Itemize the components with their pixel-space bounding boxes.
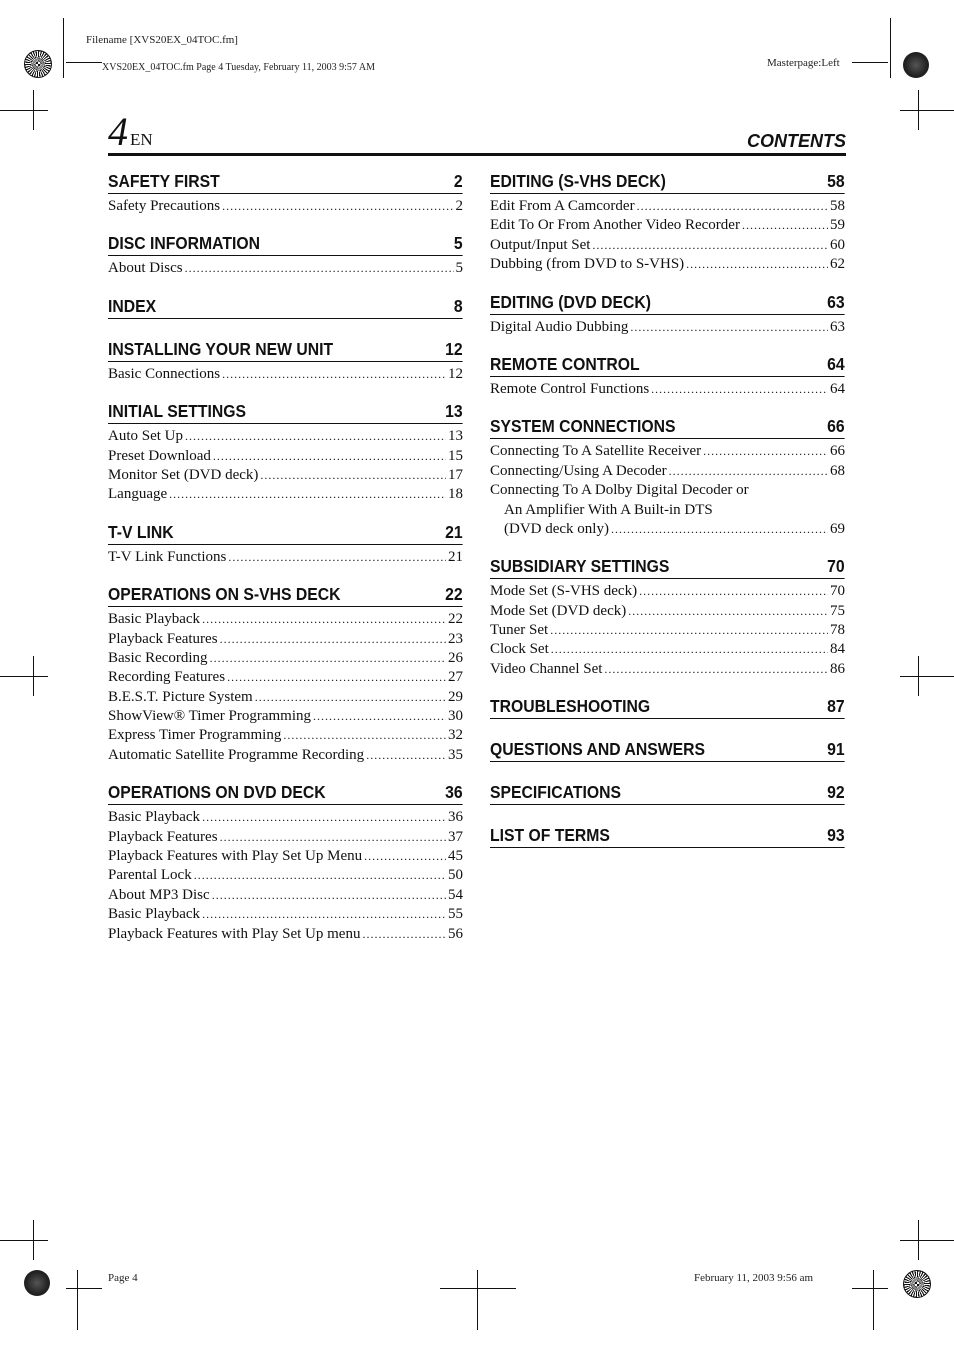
leader-dots [260,466,446,485]
entry-title: Playback Features [108,630,218,647]
section-heading[interactable] [108,228,463,256]
toc-entry[interactable] [108,365,463,384]
footer-date: February 11, 2003 9:56 am [694,1272,814,1284]
section-page: 22 [445,584,463,605]
toc-entry[interactable] [108,610,463,629]
section-entries [108,424,463,505]
registration-starburst-bottom-right [903,1270,931,1298]
toc-section [490,411,845,539]
entry-title: Video Channel Set [490,660,603,677]
entry-page: 37 [448,828,463,845]
section-title: INSTALLING YOUR NEW UNIT [108,338,334,359]
crop-mark [918,90,919,130]
leader-dots [604,660,828,679]
entry-title: Mode Set (DVD deck) [490,602,627,619]
entry-title: Recording Features [108,669,226,686]
toc-section [490,777,845,808]
section-title: EDITING (DVD DECK) [490,291,652,312]
entry-page: 30 [448,708,463,725]
toc-entry[interactable] [490,582,845,601]
section-heading[interactable] [490,349,845,377]
toc-entry[interactable] [108,427,463,446]
crop-mark [890,18,891,78]
entry-title: Basic Recording [108,649,208,666]
contents-title: CONTENTS [747,131,846,151]
entry-page: 22 [448,611,463,628]
leader-dots [366,746,446,765]
file-info-label: XVS20EX_04TOC.fm Page 4 Tuesday, February 11, 2003 9:57 AM [102,62,375,73]
section-entries [108,194,463,216]
toc-entry[interactable] [490,216,845,235]
toc-section [108,228,463,278]
toc-section [108,396,463,505]
entry-title: Edit To Or From Another Video Recorder [490,217,740,234]
section-title: SAFETY FIRST [108,171,220,191]
registration-dot-top-right [903,52,929,78]
registration-starburst-top-left [24,50,52,78]
section-heading[interactable] [490,820,845,848]
leader-dots [213,447,446,466]
toc-entry[interactable] [108,707,463,726]
toc-entry[interactable] [108,828,463,847]
entry-title: Connecting To A Satellite Receiver [490,443,702,460]
toc-entry[interactable] [108,259,463,278]
section-title: LIST OF TERMS [490,825,610,846]
entry-page: 29 [448,688,463,705]
section-entries [108,319,463,322]
leader-dots [228,548,446,567]
leader-dots [550,621,828,640]
section-entries [490,579,845,679]
entry-page: 59 [830,217,845,234]
entry-title: T-V Link Functions [108,548,227,565]
entry-page: 55 [448,906,463,923]
section-title: SUBSIDIARY SETTINGS [490,556,670,577]
leader-dots [202,905,446,924]
entry-title: Basic Connections [108,365,221,382]
toc-entry[interactable] [108,688,463,707]
entry-title: Preset Download [108,447,211,464]
leader-dots [651,380,828,399]
entry-page: 69 [830,520,845,537]
entry-page: 5 [455,260,463,277]
toc-entry[interactable] [108,197,463,216]
entry-page: 36 [448,809,463,826]
entry-title: ShowView® Timer Programming [108,708,312,725]
section-entries [108,805,463,944]
entry-page: 84 [830,641,845,658]
entry-page: 54 [448,886,463,903]
entry-title: Remote Control Functions [490,380,650,397]
crop-mark [900,110,954,111]
section-title: OPERATIONS ON S-VHS DECK [108,584,341,605]
toc-entry[interactable] [490,197,845,216]
section-title: TROUBLESHOOTING [490,696,651,717]
toc-entry[interactable] [490,442,845,461]
entry-title: Express Timer Programming [108,727,282,744]
section-heading[interactable] [490,777,845,805]
leader-dots [222,365,446,384]
leader-dots [592,236,828,255]
leader-dots [364,847,446,866]
crop-mark [66,1288,102,1289]
section-page: 92 [827,782,845,803]
entry-page: 12 [448,365,463,382]
section-entries [490,439,845,539]
leader-dots [313,707,446,726]
entry-title: Dubbing (from DVD to S-VHS) [490,256,685,273]
entry-title: Basic Playback [108,611,201,628]
section-page: 2 [453,171,463,191]
section-entries [490,805,845,808]
entry-title: Connecting To A Dolby Digital Decoder or [490,482,749,499]
entry-page: 86 [830,660,845,677]
section-entries [490,848,845,851]
entry-title: Basic Playback [108,906,201,923]
entry-title: Mode Set (S-VHS deck) [490,583,638,600]
section-title: INDEX [108,295,157,316]
leader-dots [185,259,454,278]
crop-mark [900,676,954,677]
footer-page: Page 4 [108,1272,138,1284]
crop-mark [852,62,888,63]
crop-mark [0,676,48,677]
section-heading[interactable] [490,691,845,719]
section-heading[interactable] [108,579,463,607]
toc-entry[interactable] [490,380,845,399]
section-entries [490,315,845,337]
entry-title: An Amplifier With A Built-in DTS [504,501,713,518]
section-title: SPECIFICATIONS [490,782,621,803]
entry-page: 2 [455,198,463,214]
toc-section [490,349,845,399]
toc-entry[interactable] [108,485,463,504]
toc-section [108,579,463,765]
toc-section [490,287,845,337]
leader-dots [362,925,446,944]
toc-entry[interactable] [490,621,845,640]
section-page: 12 [445,338,463,359]
section-title: QUESTIONS AND ANSWERS [490,739,705,760]
entry-title: Playback Features with Play Set Up Menu [108,848,363,865]
entry-title: (DVD deck only) [504,520,609,537]
entry-title: B.E.S.T. Picture System [108,688,253,705]
toc-entry[interactable] [108,668,463,687]
section-page: 64 [827,353,845,374]
entry-page: 70 [830,583,845,600]
entry-page: 66 [830,443,845,460]
entry-page: 62 [830,256,845,273]
entry-page: 56 [448,925,463,942]
crop-mark [66,62,102,63]
section-title: INITIAL SETTINGS [108,401,246,422]
entry-title: Playback Features [108,828,218,845]
toc-entry[interactable] [490,602,845,621]
section-title: DISC INFORMATION [108,233,260,254]
leader-dots [611,520,828,539]
toc-entry[interactable] [490,660,845,679]
entry-title: Monitor Set (DVD deck) [108,466,259,483]
toc-entry[interactable] [490,501,845,520]
toc-section [490,691,845,722]
toc-entry[interactable] [108,630,463,649]
leader-dots [686,255,828,274]
entry-title: Connecting/Using A Decoder [490,462,667,479]
entry-title: Basic Playback [108,809,201,826]
section-heading[interactable] [108,396,463,424]
toc-entry[interactable] [108,746,463,765]
entry-page: 23 [448,630,463,647]
section-entries [490,762,845,765]
toc-left-column [108,166,463,956]
section-entries [108,607,463,765]
entry-page: 68 [830,462,845,479]
section-heading[interactable] [490,166,845,194]
section-heading[interactable] [108,777,463,805]
toc-section [490,820,845,851]
section-heading[interactable] [490,411,845,439]
section-page: 8 [453,295,463,316]
crop-mark [33,1220,34,1260]
entry-page: 27 [448,669,463,686]
section-page: 87 [827,696,845,717]
crop-mark [852,1288,888,1289]
registration-dot-bottom-left [24,1270,50,1296]
entry-page: 26 [448,649,463,666]
toc-entry[interactable] [490,462,845,481]
crop-mark [900,1240,954,1241]
leader-dots [222,197,453,216]
entry-title: Automatic Satellite Programme Recording [108,746,365,763]
toc-entry[interactable] [490,236,845,255]
section-page: 5 [453,233,463,254]
crop-mark [33,90,34,130]
toc-entry[interactable] [490,520,845,539]
toc-entry[interactable] [108,886,463,905]
leader-dots [194,866,446,885]
toc-section [108,777,463,944]
entry-title: About Discs [108,260,183,277]
section-page: 66 [827,416,845,437]
entry-title: Playback Features with Play Set Up menu [108,925,361,942]
toc-entry[interactable] [108,808,463,827]
crop-mark [477,1270,478,1330]
toc-entry[interactable] [108,847,463,866]
section-entries [490,377,845,399]
section-title: T-V LINK [108,521,174,542]
section-entries [108,545,463,567]
crop-mark [33,656,34,696]
entry-page: 78 [830,622,845,639]
entry-title: About MP3 Disc [108,886,210,903]
toc-section [108,517,463,567]
leader-dots [185,427,446,446]
toc-entry[interactable] [108,866,463,885]
toc-entry[interactable] [108,726,463,745]
toc-entry[interactable] [108,905,463,924]
toc-entry[interactable] [108,925,463,944]
section-page: 21 [445,521,463,542]
toc-section [108,166,463,216]
toc-section [108,291,463,322]
crop-mark [63,18,64,78]
crop-mark [0,110,48,111]
leader-dots [255,688,446,707]
toc-entry[interactable] [108,447,463,466]
entry-page: 75 [830,602,845,619]
toc-entry[interactable] [108,548,463,567]
section-entries [108,362,463,384]
section-entries [490,194,845,275]
section-page: 58 [827,171,845,191]
entry-page: 21 [448,548,463,565]
page-number: 4 [108,109,128,154]
page-lang: EN [130,130,153,149]
leader-dots [637,197,828,216]
entry-page: 17 [448,466,463,483]
leader-dots [220,828,446,847]
toc-entry[interactable] [108,649,463,668]
leader-dots [630,318,828,337]
entry-title: Tuner Set [490,622,549,639]
leader-dots [210,649,446,668]
section-title: REMOTE CONTROL [490,353,640,374]
section-title: OPERATIONS ON DVD DECK [108,782,326,803]
masterpage-label: Masterpage:Left [767,57,840,69]
toc-entry[interactable] [108,466,463,485]
section-page: 63 [827,291,845,312]
leader-dots [551,640,828,659]
section-heading[interactable] [108,291,463,319]
section-heading[interactable] [490,287,845,315]
header-rule [108,153,846,156]
crop-mark [918,656,919,696]
section-entries [490,719,845,722]
section-heading[interactable] [108,166,463,194]
toc-section [490,166,845,275]
section-entries [108,256,463,278]
entry-title: Language [108,486,168,503]
toc-entry[interactable] [490,481,845,500]
leader-dots [283,726,446,745]
entry-title: Digital Audio Dubbing [490,318,629,335]
entry-page: 50 [448,867,463,884]
entry-title: Parental Lock [108,867,192,884]
section-page: 36 [445,782,463,803]
section-heading[interactable] [108,334,463,362]
entry-page: 58 [830,198,845,214]
crop-mark [77,1270,78,1330]
entry-page: 45 [448,848,463,865]
entry-page: 13 [448,428,463,445]
crop-mark [873,1270,874,1330]
section-page: 91 [827,739,845,760]
toc-right-column [490,166,845,863]
section-heading[interactable] [490,551,845,579]
leader-dots [227,668,446,687]
toc-entry[interactable] [490,318,845,337]
toc-section [490,734,845,765]
section-title: EDITING (S-VHS DECK) [490,171,666,191]
entry-title: Auto Set Up [108,428,183,445]
entry-page: 64 [830,380,845,397]
entry-page: 32 [448,727,463,744]
leader-dots [669,462,828,481]
toc-section [108,334,463,384]
toc-entry[interactable] [490,640,845,659]
leader-dots [202,610,446,629]
crop-mark [0,1240,48,1241]
entry-page: 35 [448,746,463,763]
leader-dots [202,808,446,827]
entry-page: 15 [448,447,463,464]
section-heading[interactable] [490,734,845,762]
entry-page: 18 [448,486,463,503]
entry-title: Safety Precautions [108,198,221,214]
leader-dots [742,216,828,235]
leader-dots [169,485,446,504]
crop-mark [918,1220,919,1260]
entry-title: Output/Input Set [490,236,591,253]
leader-dots [628,602,828,621]
entry-title: Clock Set [490,641,549,658]
toc-section [490,551,845,679]
leader-dots [220,630,446,649]
section-page: 70 [827,556,845,577]
leader-dots [212,886,446,905]
section-page: 13 [445,401,463,422]
crop-mark [440,1288,516,1289]
leader-dots [639,582,828,601]
entry-page: 63 [830,318,845,335]
toc-entry[interactable] [490,255,845,274]
filename-label: Filename [XVS20EX_04TOC.fm] [86,34,238,46]
leader-dots [703,442,828,461]
section-title: SYSTEM CONNECTIONS [490,416,676,437]
section-heading[interactable] [108,517,463,545]
section-page: 93 [827,825,845,846]
entry-title: Edit From A Camcorder [490,198,635,214]
entry-page: 60 [830,236,845,253]
